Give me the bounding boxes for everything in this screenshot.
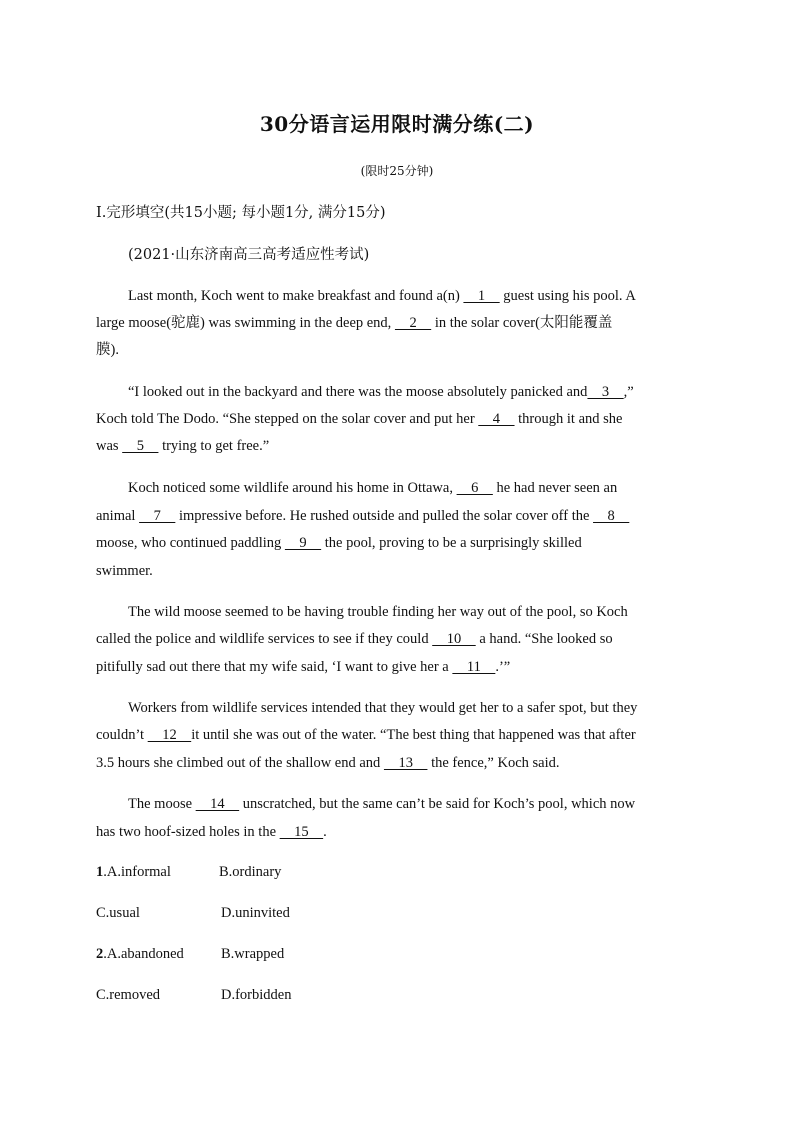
- passage-line: [96, 753, 696, 773]
- passage-line: [96, 725, 696, 745]
- blank-9: 9: [284, 535, 322, 551]
- text: a hand. “She looked so: [479, 631, 613, 647]
- text: unscratched, but the same can’t be said for Koch’s pool, which now: [242, 796, 636, 812]
- text: guest using his pool. A: [503, 288, 636, 304]
- passage-line: [128, 794, 728, 814]
- passage-line: [96, 436, 696, 456]
- text: .: [323, 824, 327, 840]
- text: Koch told The Dodo. “She stepped on the solar cover and put her: [96, 411, 475, 427]
- blank-10: 10: [432, 631, 476, 647]
- blank-14: 14: [195, 796, 240, 812]
- text: 3.5 hours she climbed out of the shallow end and: [96, 755, 381, 771]
- question-2-option-b: B.wrapped: [221, 946, 285, 962]
- question-2-option-a: [96, 944, 184, 964]
- text: pitifully sad out there that my wife said, ‘I want to give her a: [96, 659, 449, 675]
- text: called the police and wildlife services to see if they could: [96, 631, 429, 647]
- text: Last month, Koch went to make breakfast and found a(n): [128, 288, 460, 304]
- blank-1: 1: [463, 288, 500, 304]
- passage-source: (2021·山东济南高三高考适应性考试): [128, 247, 370, 263]
- text: the pool, proving to be a surprisingly skilled: [324, 535, 582, 551]
- text: Koch noticed some wildlife around his home in Ottawa,: [128, 480, 453, 496]
- text: the fence,” Koch said.: [431, 755, 560, 771]
- blank-8: 8: [593, 508, 630, 524]
- blank-5: 5: [122, 438, 159, 454]
- text: large moose(驼鹿) was swimming in the deep end,: [96, 315, 392, 331]
- text: moose, who continued paddling: [96, 535, 282, 551]
- text: was: [96, 438, 119, 454]
- passage-line: [128, 286, 728, 306]
- question-1-option-c: C.usual: [96, 905, 140, 921]
- question-1-option-d: D.uninvited: [221, 905, 290, 921]
- text: .’”: [495, 659, 511, 675]
- passage-line: 膜).: [96, 342, 119, 358]
- blank-13: 13: [383, 755, 428, 771]
- time-limit: (限时25分钟): [360, 164, 434, 178]
- passage-line: [96, 506, 696, 526]
- passage-line: Workers from wildlife services intended that they would get her to a safer spot, but they: [128, 700, 638, 716]
- passage-line: The wild moose seemed to be having trouble finding her way out of the pool, so Koch: [128, 604, 628, 620]
- option-text: .A.informal: [103, 864, 171, 880]
- passage-line: [96, 313, 696, 333]
- blank-7: 7: [139, 508, 176, 524]
- passage-line: [96, 629, 696, 649]
- blank-11: 11: [452, 659, 496, 675]
- question-number: 2: [96, 946, 104, 962]
- text: has two hoof-sized holes in the: [96, 824, 277, 840]
- passage-line: swimmer.: [96, 563, 153, 579]
- text: couldn’t: [96, 727, 145, 743]
- text: The moose: [128, 796, 193, 812]
- text: “I looked out in the backyard and there was the moose absolutely panicked and: [128, 384, 588, 400]
- text: through it and she: [518, 411, 623, 427]
- question-number: 1: [96, 864, 104, 880]
- question-2-option-d: D.forbidden: [221, 987, 292, 1003]
- question-2-option-c: C.removed: [96, 987, 161, 1003]
- text: in the solar cover(太阳能覆盖: [434, 315, 613, 331]
- passage-line: [96, 409, 696, 429]
- text: animal: [96, 508, 136, 524]
- blank-15: 15: [279, 824, 324, 840]
- text: trying to get free.”: [162, 438, 270, 454]
- blank-3: 3: [587, 384, 624, 400]
- passage-line: [128, 478, 728, 498]
- page-title: 30分语言运用限时满分练(二): [259, 112, 535, 136]
- text: ,”: [623, 384, 634, 400]
- passage-line: [96, 822, 696, 842]
- passage-line: [96, 533, 696, 553]
- text: he had never seen an: [496, 480, 618, 496]
- question-1-option-b: B.ordinary: [219, 864, 282, 880]
- passage-line: [128, 382, 728, 402]
- blank-2: 2: [394, 315, 432, 331]
- option-text: .A.abandoned: [103, 946, 184, 962]
- blank-12: 12: [147, 727, 192, 743]
- question-1-option-a: [96, 862, 171, 882]
- text: it until she was out of the water. “The best thing that happened was that after: [191, 727, 636, 743]
- text: impressive before. He rushed outside and pulled the solar cover off the: [178, 508, 590, 524]
- passage-line: [96, 657, 696, 677]
- blank-6: 6: [456, 480, 493, 496]
- blank-4: 4: [478, 411, 515, 427]
- section-heading: Ⅰ.完形填空(共15小题; 每小题1分, 满分15分): [96, 205, 386, 221]
